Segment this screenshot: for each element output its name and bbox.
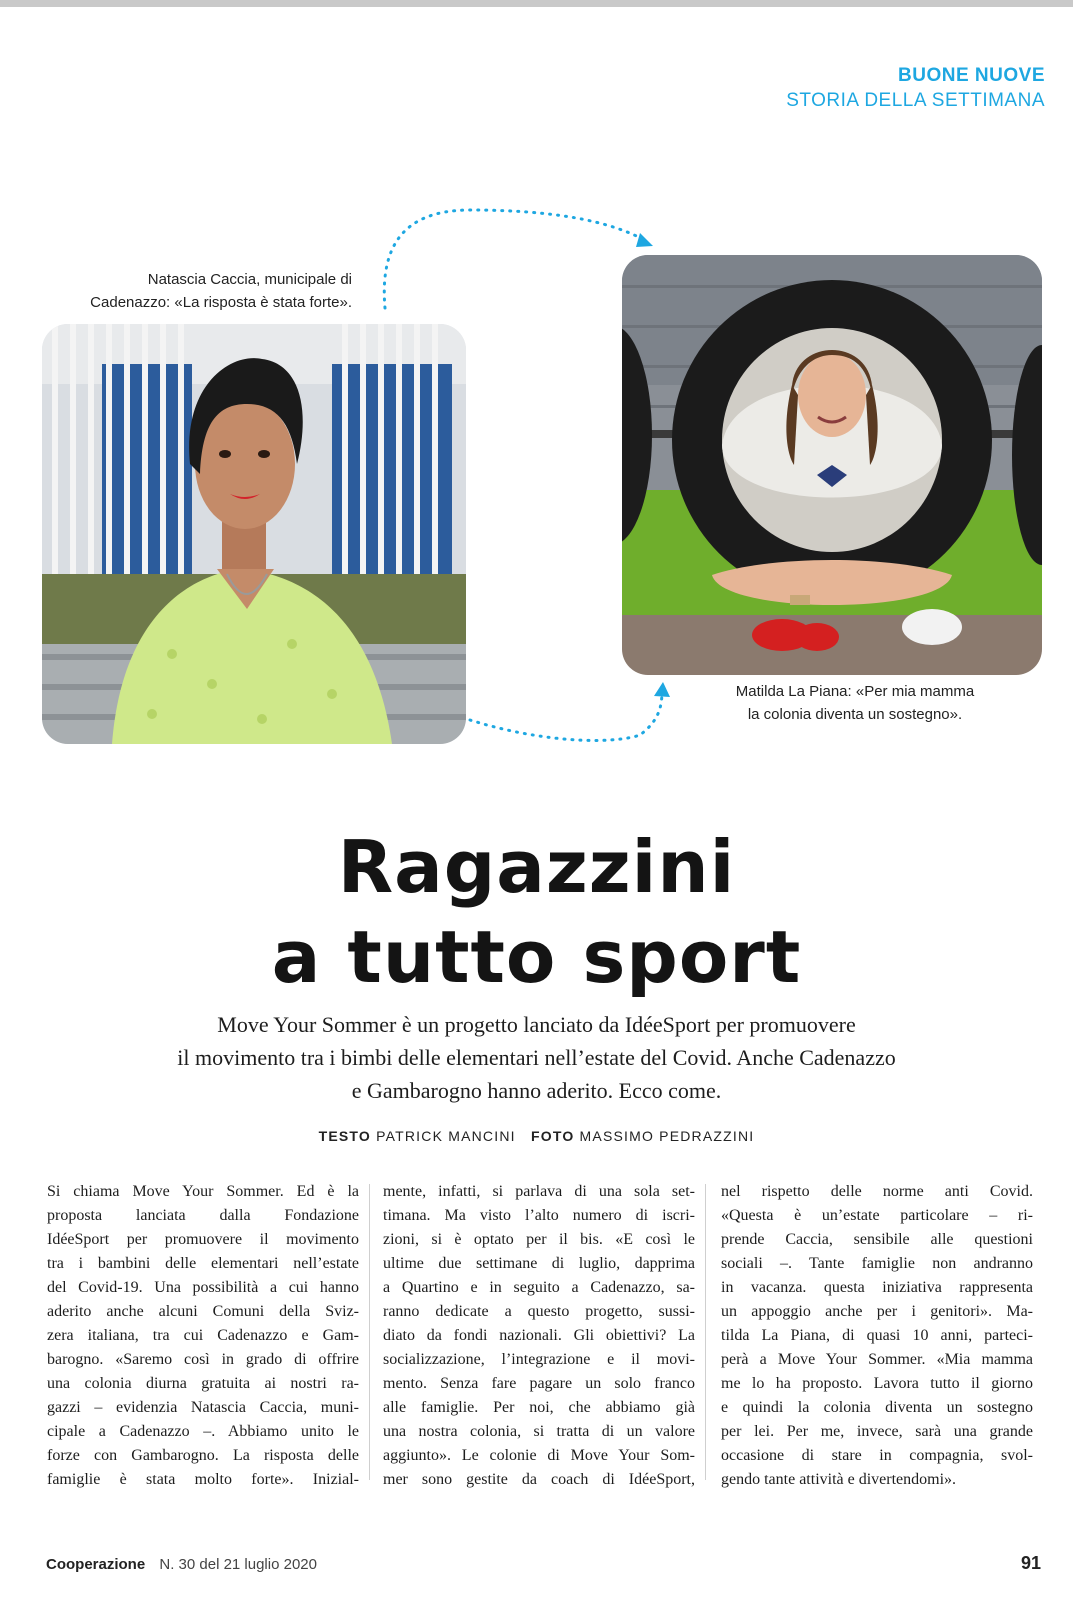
body-line: per lei. Per me, invece, sarà una grande — [721, 1423, 1033, 1440]
body-line: una colonia diurna gratuita ai nostri ra- — [47, 1375, 359, 1392]
body-column-3 — [721, 1180, 1033, 1492]
body-line: nel rispetto delle norme anti Covid. — [721, 1183, 1033, 1200]
body-line: e quindi la colonia diventa un sostegno — [721, 1399, 1033, 1416]
body-line: mer sono gestite da coach di IdéeSport, — [383, 1471, 695, 1488]
body-line: Si chiama Move Your Sommer. Ed è la — [47, 1183, 359, 1200]
body-line: proposta lanciata dalla Fondazione — [47, 1207, 359, 1224]
section-subcategory: STORIA DELLA SETTIMANA — [786, 90, 1045, 111]
footer-publication — [46, 1556, 317, 1573]
photo-caption-right — [700, 680, 1010, 726]
body-line: alle famiglie. Per noi, che abbiamo già — [383, 1399, 695, 1416]
caption-line: la colonia diventa un sostegno». — [747, 706, 963, 723]
column-divider — [705, 1184, 706, 1480]
body-line: perà a Move Your Sommer. «Mia mamma — [721, 1351, 1033, 1368]
body-line: ranno dedicate a questo progetto, sussi- — [383, 1303, 695, 1320]
body-line: IdéeSport per promuovere il movimento — [47, 1231, 359, 1248]
page-number: 91 — [1020, 1553, 1041, 1573]
deck-line: e Gambarogno hanno aderito. Ecco come. — [351, 1078, 722, 1103]
column-divider — [369, 1184, 370, 1480]
issue-info: N. 30 del 21 luglio 2020 — [159, 1556, 317, 1573]
photo-caption-left — [52, 268, 352, 314]
top-border — [0, 0, 1073, 7]
body-line: sociali –. Tante famiglie non andranno — [721, 1255, 1033, 1272]
body-line: un appoggio anche per i genitori». Ma- — [721, 1303, 1033, 1320]
body-line: «Questa è un’estate particolare – ri- — [721, 1207, 1033, 1224]
body-line: tra i bambini delle elementari nell’estate — [47, 1255, 359, 1272]
body-line: aderito anche alcuni Comuni della Sviz- — [47, 1303, 359, 1320]
body-line: aggiunto». Le colonie di Move Your Som- — [383, 1447, 695, 1464]
body-line: socializzazione, l’integrazione e il movi- — [383, 1351, 695, 1368]
arrow-head-icon — [636, 233, 653, 247]
body-line: occasione di stare in compagnia, svol- — [721, 1447, 1033, 1464]
arrow-head-icon — [654, 682, 670, 697]
headline — [0, 822, 1073, 1002]
body-line: una nostra colonia, si tratta di un valore — [383, 1423, 695, 1440]
credits — [0, 1128, 1073, 1144]
body-line: mento. Senza fare pagare un solo franco — [383, 1375, 695, 1392]
body-line: a Quartino e in seguito a Cadenazzo, sa- — [383, 1279, 695, 1296]
credit-photo-author: MASSIMO PEDRAZZINI — [579, 1128, 755, 1144]
caption-line: Cadenazzo: «La risposta è stata forte». — [90, 294, 352, 311]
body-column-1 — [47, 1180, 359, 1492]
deck-subtitle — [60, 1008, 1013, 1107]
body-line: tilda La Piana, di quasi 10 anni, parteci- — [721, 1327, 1033, 1344]
body-line: gendo tante attività e divertendomi». — [721, 1471, 957, 1488]
deck-line: il movimento tra i bimbi delle elementari nell’estate del Covid. Anche Cadenazzo — [177, 1045, 896, 1070]
body-column-2 — [383, 1180, 695, 1492]
section-category: BUONE NUOVE — [898, 65, 1045, 86]
headline-line: Ragazzini — [337, 825, 736, 909]
body-line: diato da fondi nazionali. Gli obiettivi? La — [383, 1327, 695, 1344]
magazine-name: Cooperazione — [46, 1556, 146, 1573]
body-line: mente, infatti, si parlava di una sola set- — [383, 1183, 695, 1200]
credit-text-author: PATRICK MANCINI — [376, 1128, 516, 1144]
section-header — [786, 64, 1045, 114]
body-line: ultime due settimane di luglio, dapprima — [383, 1255, 695, 1272]
body-line: del Covid-19. Una possibilità a cui hanno — [47, 1279, 359, 1296]
credit-photo-label: FOTO — [531, 1128, 575, 1144]
body-line: forze con Gambarogno. La risposta delle — [47, 1447, 359, 1464]
body-line: cipale a Cadenazzo –. Abbiamo unito le — [47, 1423, 359, 1440]
caption-line: Natascia Caccia, municipale di — [147, 271, 352, 288]
body-line: me lo ha proposto. Lavora tutto il giorno — [721, 1375, 1033, 1392]
headline-line: a tutto sport — [271, 915, 802, 999]
body-line: famiglie è stata molto forte». Inizial- — [47, 1471, 359, 1488]
deck-line: Move Your Sommer è un progetto lanciato da IdéeSport per promuovere — [217, 1012, 856, 1037]
body-line: barogno. «Saremo così in grado di offrire — [47, 1351, 359, 1368]
body-line: prende Caccia, sensibile alle questioni — [721, 1231, 1033, 1248]
credit-text-label: TESTO — [318, 1128, 372, 1144]
body-line: in vacanza. questa iniziativa rappresenta — [721, 1279, 1033, 1296]
body-line: zera italiana, tra cui Cadenazzo e Gam- — [47, 1327, 359, 1344]
body-line: gazzi – evidenzia Natascia Caccia, muni- — [47, 1399, 359, 1416]
body-line: timana. Ma visto l’alto numero di iscri- — [383, 1207, 695, 1224]
photo-matilda-la-piana — [622, 255, 1042, 675]
photo-natascia-caccia — [42, 324, 466, 744]
caption-line: Matilda La Piana: «Per mia mamma — [735, 683, 975, 700]
body-line: zioni, si è optato per il bis. «E così le — [383, 1231, 695, 1248]
